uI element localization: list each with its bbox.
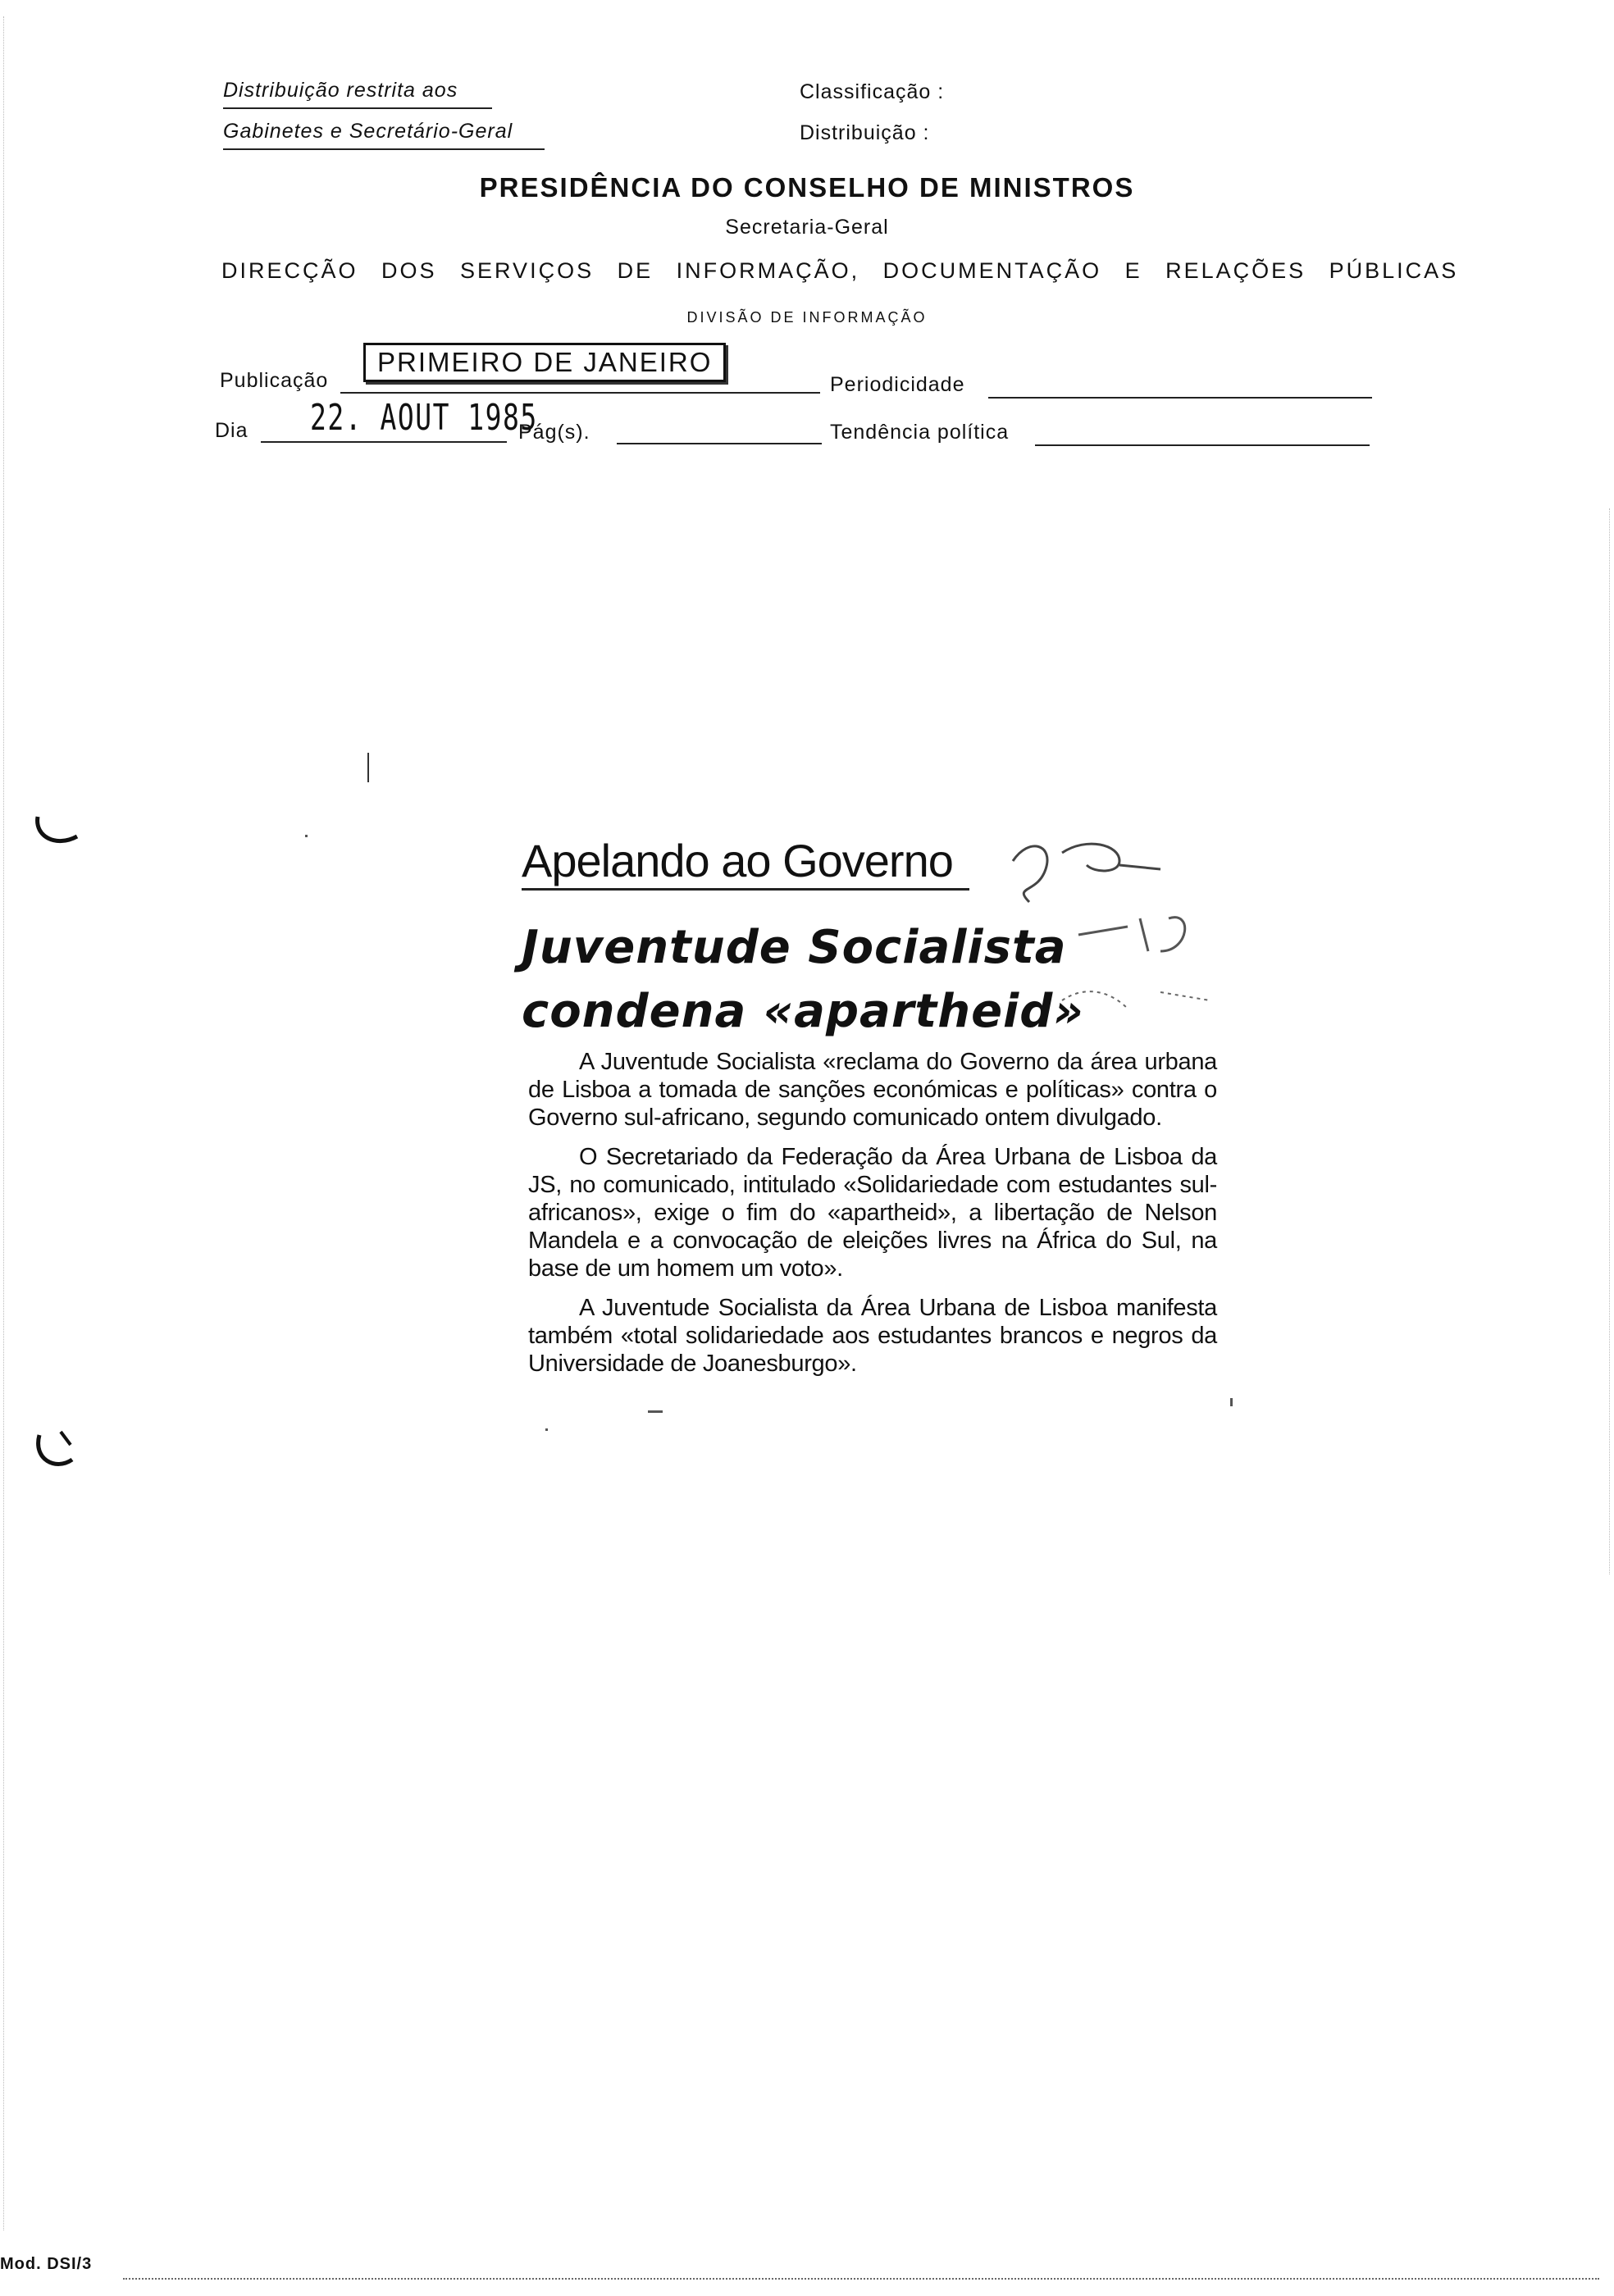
headline-line1: Juventude Socialista [522,921,1067,974]
article-kicker: Apelando ao Governo [522,835,953,886]
stray-mark [367,753,369,782]
tendency-label: Tendência política [830,421,1010,444]
article-body [528,1048,1217,1389]
publication-line [340,392,820,394]
pages-label: Pág(s). [518,421,590,444]
article-paragraph: O Secretariado da Federação da Área Urbana de Lisboa da JS, no comunicado, intitulado «Solidariedade com estudantes sul-africanos», exige o fim do «apartheid», a libertação de Nelson Mandela e a convocação de eleições livres na África do Sul, na base de um homem um voto». [528,1144,1217,1282]
classification-label: Classificação : [800,80,945,103]
restricted-distribution-line2: Gabinetes e Secretário-Geral [223,120,513,143]
handwritten-annotation [996,828,1242,1041]
office-subtitle: Secretaria-Geral [725,216,889,239]
periodicity-label: Periodicidade [830,373,965,396]
underline [223,148,545,150]
pages-line [617,443,822,444]
tendency-line [1035,444,1370,446]
article-paragraph: A Juventude Socialista «reclama do Governo da área urbana de Lisboa a tomada de sanções económicas e políticas» contra o Governo sul-africano, segundo comunicado ontem divulgado. [528,1049,1217,1131]
day-label: Dia [215,419,248,442]
bottom-scan-edge [123,2278,1599,2281]
right-scan-edge [1609,508,1610,1574]
scan-speck [648,1410,663,1413]
office-title: PRESIDÊNCIA DO CONSELHO DE MINISTROS [479,172,1135,203]
scan-speck [1230,1398,1233,1406]
publication-stamp: PRIMEIRO DE JANEIRO [363,343,726,382]
article-paragraph: A Juventude Socialista da Área Urbana de Lisboa manifesta também «total solidariedade aos estudantes brancos e negros da Universidade de Joanesburgo». [528,1295,1217,1377]
date-stamp: 22. AOUT 1985 [310,397,538,439]
scan-speck [305,835,308,837]
direction-line: DIRECÇÃO DOS SERVIÇOS DE INFORMAÇÃO, DOCUMENTAÇÃO E RELAÇÕES PÚBLICAS [221,258,1459,283]
binder-hole-mark-bottom [31,1427,80,1476]
division-label: DIVISÃO DE INFORMAÇÃO [686,309,928,326]
scan-speck [545,1428,548,1431]
publication-label: Publicação [220,369,329,392]
left-scan-edge [3,16,4,2230]
headline-line2: condena «apartheid» [522,985,1084,1038]
day-line [261,441,507,443]
binder-hole-mark-top [31,812,80,853]
underline [223,107,492,109]
kicker-underline [522,888,969,891]
restricted-distribution-line1: Distribuição restrita aos [223,79,458,102]
form-code: Mod. DSI/3 [0,2255,93,2273]
periodicity-line [988,397,1372,399]
distribution-label: Distribuição : [800,121,930,144]
